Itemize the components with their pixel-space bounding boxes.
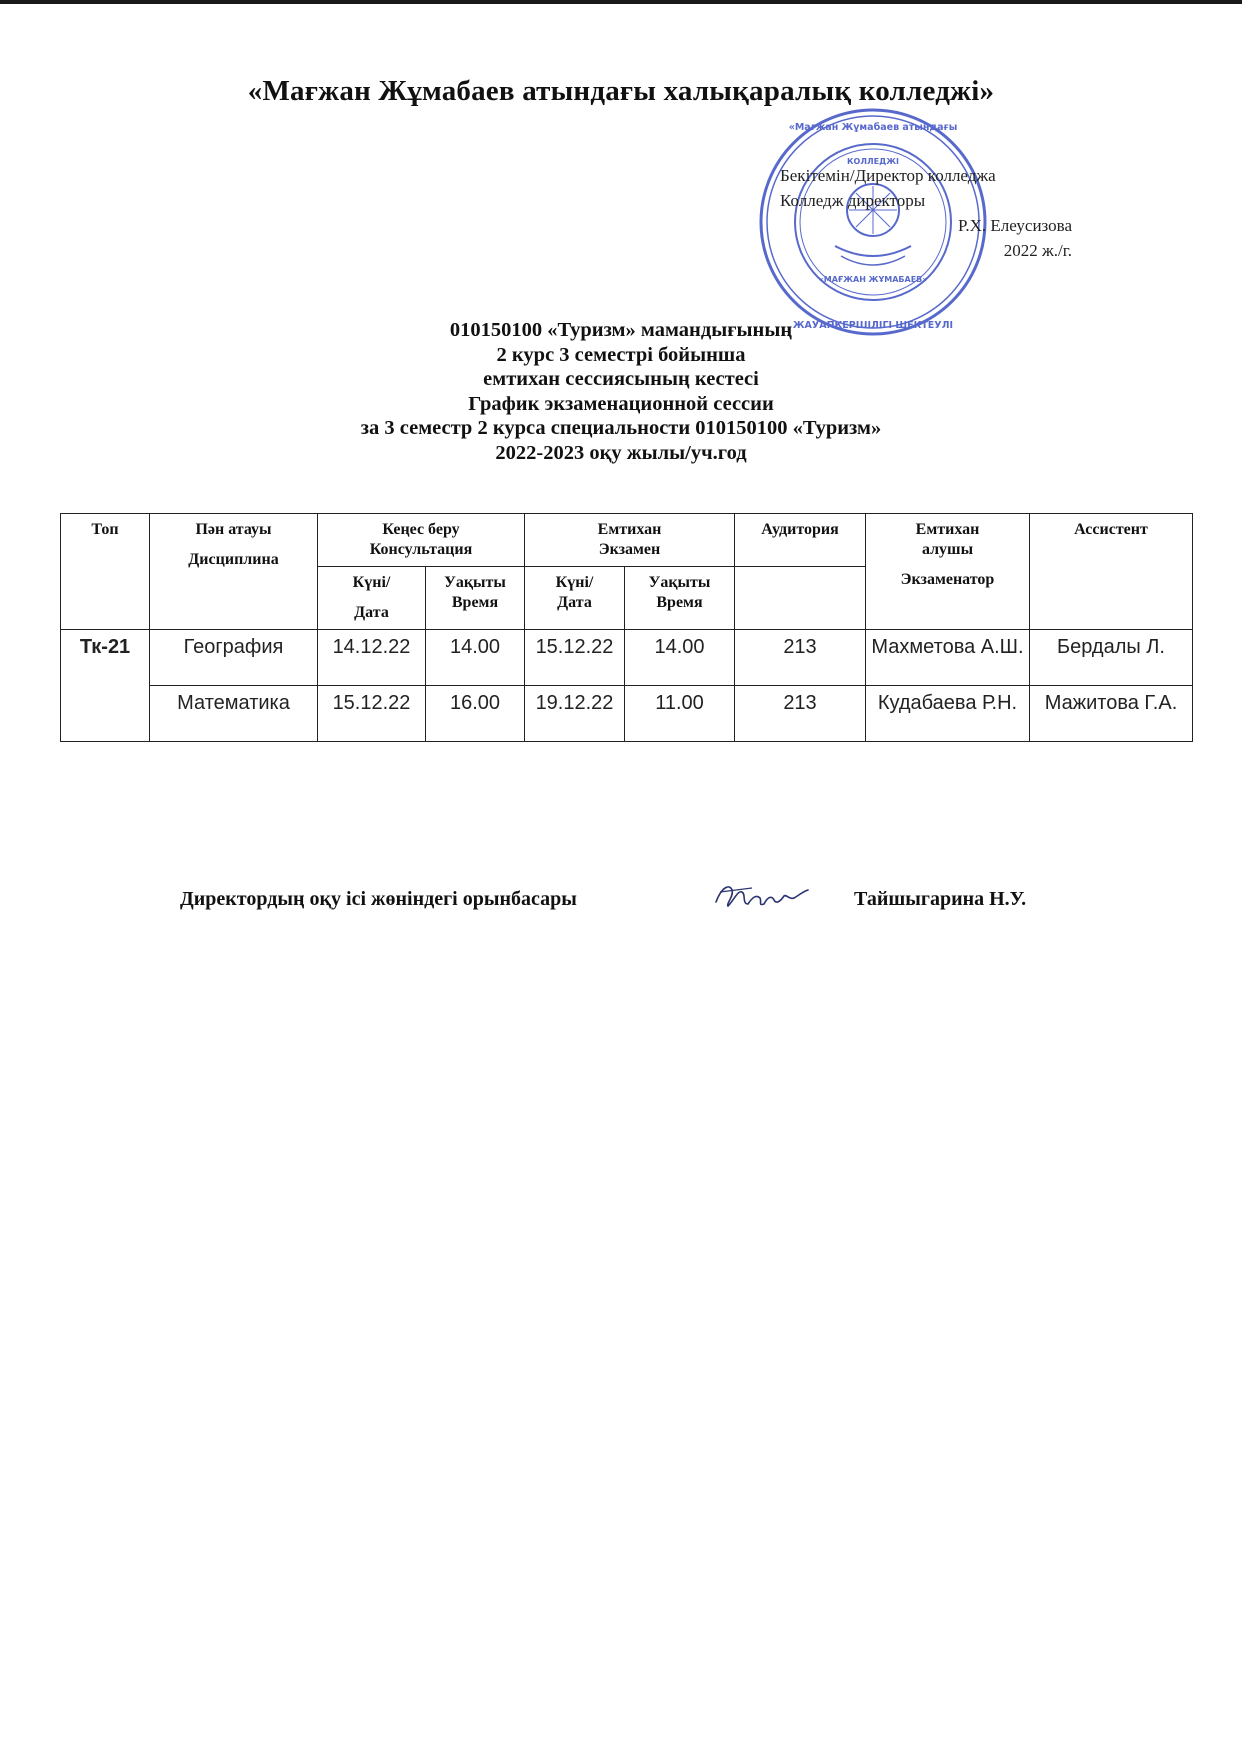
heading-line-2: 2 курс 3 семестрі бойынша (496, 343, 746, 366)
discipline-cell: Математика (150, 686, 318, 742)
header-consult-date: Күні/ Дата (318, 567, 426, 630)
assistant-cell: Мажитова Г.А. (1030, 686, 1193, 742)
header-consultation: Кеңес беру Консультация (318, 514, 525, 567)
header-exam: Емтихан Экзамен (525, 514, 735, 567)
exam-time-cell: 11.00 (625, 686, 735, 742)
header-discipline: Пән атауы Дисциплина (150, 514, 318, 630)
header-auditorium: Аудитория (735, 514, 866, 567)
header-exam-date: Күні/ Дата (525, 567, 625, 630)
header-group: Топ (61, 514, 150, 630)
svg-text:ЖАУАПКЕРШІЛІГІ ШЕКТЕУЛІ: ЖАУАПКЕРШІЛІГІ ШЕКТЕУЛІ (792, 320, 954, 331)
exam-time-cell: 14.00 (625, 630, 735, 686)
table-row (61, 686, 1193, 742)
heading-line-4: График экзаменационной сессии (468, 392, 774, 415)
auditorium-cell: 213 (735, 630, 866, 686)
signer-name: Тайшыгарина Н.У. (854, 888, 1027, 910)
auditorium-cell: 213 (735, 686, 866, 742)
deputy-director-title: Директордың оқу ісі жөніндегі орынбасары (180, 888, 577, 910)
discipline-cell: География (150, 630, 318, 686)
exam-date-cell: 15.12.22 (525, 630, 625, 686)
header-exam-time: Уақыты Время (625, 567, 735, 630)
consult-time-cell: 14.00 (426, 630, 525, 686)
heading-line-1: 010150100 «Туризм» мамандығының (449, 319, 793, 341)
assistant-cell: Бердалы Л. (1030, 630, 1193, 686)
header-auditorium-blank (735, 567, 866, 630)
approval-date: 2022 ж./г. (1003, 241, 1072, 260)
group-cell: Тк-21 (61, 630, 150, 742)
svg-text:«МАҒЖАН ЖҰМАБАЕВ»: «МАҒЖАН ЖҰМАБАЕВ» (818, 275, 928, 284)
approval-line-1: Бекітемін/Директор колледжа (780, 166, 996, 185)
approval-block (780, 163, 1072, 263)
exam-schedule-table (60, 513, 1193, 742)
consult-date-cell: 14.12.22 (318, 630, 426, 686)
handwritten-signature (712, 880, 812, 914)
table-row (61, 630, 1193, 686)
consult-date-cell: 15.12.22 (318, 686, 426, 742)
heading-line-6: 2022-2023 оқу жылы/уч.год (495, 441, 747, 464)
approval-line-2: Колледж директоры (780, 191, 926, 210)
college-title: «Мағжан Жұмабаев атындағы халықаралық колледжі» (247, 75, 995, 107)
exam-date-cell: 19.12.22 (525, 686, 625, 742)
examiner-cell: Кудабаева Р.Н. (866, 686, 1030, 742)
approval-director-name: Р.Х. Елеусизова (958, 216, 1072, 235)
header-assistant: Ассистент (1030, 514, 1193, 630)
consult-time-cell: 16.00 (426, 686, 525, 742)
header-consult-time: Уақыты Время (426, 567, 525, 630)
table-header-row-1 (61, 514, 1193, 567)
heading-line-3: емтихан сессиясының кестесі (483, 368, 759, 390)
scan-top-edge (0, 0, 1242, 4)
examiner-cell: Махметова А.Ш. (866, 630, 1030, 686)
svg-text:КОЛЛЕДЖІ: КОЛЛЕДЖІ (847, 157, 899, 166)
schedule-heading (0, 318, 1242, 465)
header-examiner: Емтихан алушы Экзаменатор (866, 514, 1030, 630)
heading-line-5: за 3 семестр 2 курса специальности 010150100 «Туризм» (360, 417, 882, 439)
svg-text:«Мағжан Жұмабаев атындағы: «Мағжан Жұмабаев атындағы (788, 122, 958, 133)
